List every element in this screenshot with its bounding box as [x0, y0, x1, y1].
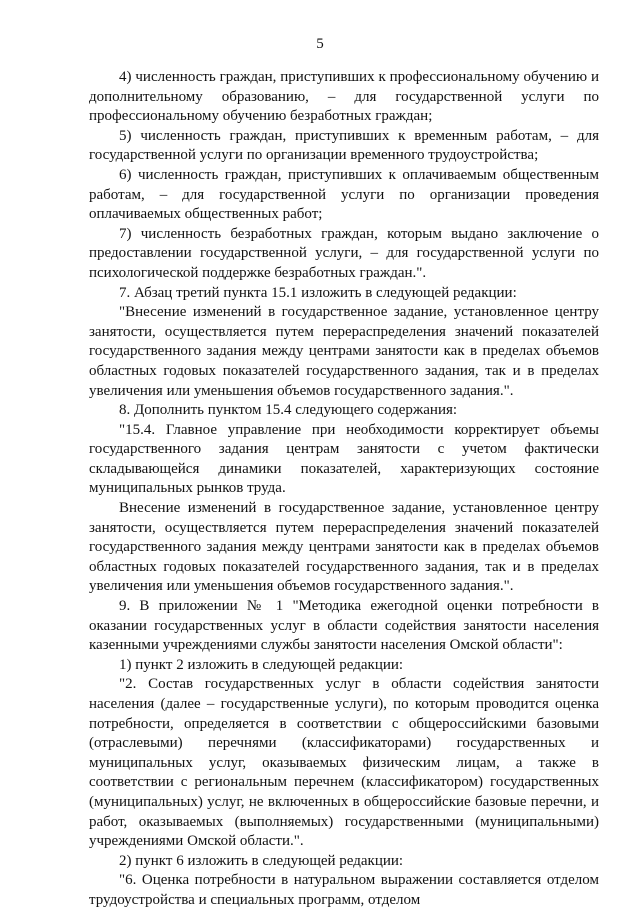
paragraph-clause-9: 9. В приложении № 1 "Методика ежегодной оценки потребности в оказании государственных услуг в области содействия занятости населения казенными учреждениями службы занятости населения Омской области": — [89, 598, 599, 654]
paragraph-item-7: 7) численность безработных граждан, которым выдано заключение о предоставлении государственной услуги, – для государственной услуги по психологической поддержке безработных граждан.". — [89, 225, 599, 281]
paragraph-point-6-text: "6. Оценка потребности в натуральном выражении составляется отделом трудоустройства и специальных программ, отделом — [89, 872, 599, 908]
paragraph-clause-15-4: "15.4. Главное управление при необходимости корректирует объемы государственного задания центрам занятости с учетом фактически складывающейся динамики показателей, характеризующих состояние муниципальных рынков труда. — [89, 421, 599, 497]
paragraph-clause-7-text: "Внесение изменений в государственное задание, установленное центру занятости, осуществляется путем перераспределения значений показателей государственного задания между центрами занятости как в пределах объемов областных годовых показателей государственного задания, так и в пределах увеличения или уменьшения объемов государственного задания.". — [89, 304, 599, 399]
paragraph-item-6: 6) численность граждан, приступивших к оплачиваемым общественным работам, – для государственной услуги по организации проведения оплачиваемых общественных работ; — [89, 166, 599, 223]
paragraph-point-2-text: "2. Состав государственных услуг в области содействия занятости населения (далее – государственные услуги), по которым проводится оценка потребности, определяется в соответствии с общероссийскими базовыми (отраслевыми) перечнями (классификаторами) государственных и муниципальных услуг, оказываемых физическим лицам, а также в соответствии с региональным перечнем (классификатором) государственных (муниципальных) услуг, не включенных в общероссийские базовые перечни, и работ, оказываемых (выполняемых) государственными (муниципальными) учреждениями Омской области.". — [89, 676, 599, 850]
paragraph-clause-7: 7. Абзац третий пункта 15.1 изложить в следующей редакции: — [119, 284, 517, 301]
paragraph-subclause-1: 1) пункт 2 изложить в следующей редакции: — [119, 656, 404, 673]
paragraph-subclause-2: 2) пункт 6 изложить в следующей редакции: — [119, 852, 404, 869]
document-body — [89, 68, 599, 911]
page-number: 5 — [316, 36, 324, 52]
paragraph-item-4: 4) численность граждан, приступивших к профессиональному обучению и дополнительному образованию, – для государственной услуги по профессиональному обучению безработных граждан; — [89, 69, 599, 125]
paragraph-item-5: 5) численность граждан, приступивших к временным работам, – для государственной услуги по организации временного трудоустройства; — [89, 127, 599, 164]
paragraph-clause-8: 8. Дополнить пунктом 15.4 следующего содержания: — [119, 402, 458, 419]
paragraph-clause-15-4-continued: Внесение изменений в государственное задание, установленное центру занятости, осуществляется путем перераспределения значений показателей государственного задания между центрами занятости как в пределах объемов областных годовых показателей государственного задания, так и в пределах увеличения или уменьшения объемов государственного задания.". — [89, 500, 599, 595]
